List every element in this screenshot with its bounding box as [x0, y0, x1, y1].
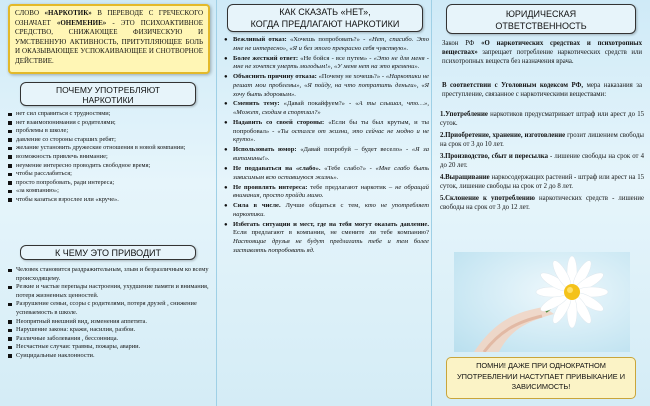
refusal-tip-text: Не проявлять интереса: [233, 183, 311, 191]
refusal-tip-text: «Хочешь попробовать?» - [289, 36, 369, 43]
penalty-text: 1.Употребление [440, 111, 488, 118]
penalties-list [440, 111, 644, 216]
legal-title-line1: ЮРИДИЧЕСКАЯ [505, 9, 577, 19]
penalty-text: 3.Производство, сбыт и пересылка [440, 152, 548, 160]
reasons-list [6, 110, 212, 205]
consequences-title: К ЧЕМУ ЭТО ПРИВОДИТ [54, 248, 162, 258]
penalty-text: грозит лишением свободы на срок от 3 до 10 лет. [440, 131, 644, 148]
reason-item: чтобы казаться взрослее или «круче». [6, 196, 212, 205]
column-legal [432, 0, 650, 406]
consequence-item: Несчастные случаи: травмы, пожары, аварии. [6, 343, 212, 352]
penalty-text: 5.Склонение к употреблению [440, 194, 535, 202]
refusal-tip [223, 165, 429, 182]
reason-item: давление со стороны старших ребят; [6, 136, 212, 145]
refusal-tip-text: Надавить со своей стороны: [233, 119, 329, 127]
definition-text: «НАРКОТИК» [44, 9, 92, 17]
criminal-code-heading [442, 82, 642, 100]
consequence-item: Резкие и частые перепады настроения, ухудшение памяти и внимания, потеря жизненных ценностей. [6, 283, 212, 300]
refusal-tip-text: Сила в числе. [233, 202, 286, 210]
law-intro-text: «О наркотических средствах и психотропных веществах» [442, 40, 642, 56]
refusal-tip [223, 100, 429, 117]
refusal-tip-text: Если предлагают в компании, не смените ли тебе компанию? [233, 229, 429, 237]
definition-text: СЛОВО [15, 9, 45, 17]
penalty-item [440, 111, 644, 129]
refusal-tip-text: Вежливый отказ: [233, 36, 290, 43]
penalty-text: наркотиков предусматривает штраф или арест до 15 суток. [440, 111, 644, 127]
penalty-text: 4.Выращивание [440, 173, 490, 181]
penalty-item [440, 174, 644, 192]
legal-title-line2: ОТВЕТСТВЕННОСТЬ [495, 21, 587, 31]
definition-text: - ЭТО ПСИХОАКТИВНОЕ СРЕДСТВО, СНИЖАЮЩЕЕ ФИЗИЧЕСКУЮ И УМСТВЕННУЮ АКТИВНОСТЬ, ПРИТУПЛЯЮЩЕЕ БОЛЬ И ОКАЗЫВАЮЩЕЕ УСПОКАИВАЮЩЕЕ И СНОТВОРНОЕ ДЕЙСТВИЕ. [15, 18, 203, 65]
consequence-item: Суицидальные наклонности. [6, 352, 212, 361]
refusal-tip-text: «Тебе слабо?» - [324, 164, 376, 172]
penalty-text: наркосодержащих растений - штраф или арест на 15 суток, лишение свободы на срок от 2 до 8 лет. [440, 173, 644, 190]
refusal-tip [223, 184, 429, 201]
refusal-tip [223, 73, 429, 99]
refusal-tip-text: Лучше общаться с тем, [285, 202, 365, 210]
reason-item: возможность привлечь внимание; [6, 153, 212, 162]
refusal-tip [223, 119, 429, 145]
consequence-item: Неопрятный внешний вид, изменения аппетита. [6, 318, 212, 327]
refusal-tip [223, 146, 429, 163]
refusal-tip-text: «Почему не хочешь?» - [318, 73, 386, 81]
law-intro-text: Закон РФ [442, 40, 482, 47]
consequence-item: Различные заболевания , бессонница. [6, 335, 212, 344]
consequence-item: Человек становится раздражительным, злым и безразличным ко всему происходящему. [6, 266, 212, 283]
reason-item: желание установить дружеские отношения в новой компании; [6, 144, 212, 153]
reason-item: неумение интересно проводить свободное время; [6, 162, 212, 171]
say-no-title-line1: КАК СКАЗАТЬ «НЕТ», [279, 7, 371, 17]
refusal-tip-text: «А ты слышал, что…», «Может, сходим в спортзал?» [233, 100, 429, 117]
law-intro-text: запрещает потребление наркотических средств или психотропных веществ без назначения врача. [442, 48, 642, 65]
penalty-text: наркотических средств - лишение свободы на срок от 3 до 12 лет. [440, 194, 644, 211]
refusal-tip-text: кто не употребляет наркотики. [233, 202, 429, 218]
refusal-tip-text: Не поддаваться на «слабо». [233, 164, 325, 172]
penalty-item [440, 195, 644, 213]
why-title: ПОЧЕМУ УПОТРЕБЛЯЮТ НАРКОТИКИ [56, 85, 160, 105]
say-no-title-line2: КОГДА ПРЕДЛАГАЮТ НАРКОТИКИ [250, 18, 400, 29]
penalty-text: 2.Приобретение, хранение, изготовление [440, 131, 566, 139]
refusal-tip [223, 36, 429, 53]
criminal-code-text: мера наказания за преступление, связанное с наркотическими веществами: [442, 82, 642, 98]
penalty-item [440, 132, 644, 150]
say-no-header [227, 4, 423, 32]
consequence-item: Нарушение закона: кражи, насилия, разбои. [6, 326, 212, 335]
refusal-tip-text: «Давай покайфуем?» - [283, 100, 356, 108]
refusal-tip [223, 221, 429, 256]
reason-item: нет сил справиться с трудностями; [6, 110, 212, 119]
definition-text: В ПЕРЕВОДЕ С ГРЕЧЕСКОГО ОЗНАЧАЕТ [15, 9, 203, 27]
penalty-text: - лишение свободы на срок от 4 до 20 лет. [440, 152, 644, 169]
refusal-tip-text: «Это не для меня - мне не хочется умерть молодым!», «У меня нет на это времени». [233, 54, 429, 71]
definition-box [8, 4, 210, 74]
refusal-tip-text: Использовать юмор: [233, 146, 301, 154]
refusal-tip-text: «Я за витамины!». [233, 146, 429, 163]
refusal-tip-text: «Наркотики не решат мои проблемы», «Я пойду, на что потратить деньги», «Я хочу быть здоровым». [233, 73, 429, 98]
refusal-tip-text: Более жесткий ответ: [233, 54, 301, 62]
reason-item: проблемы в школе; [6, 127, 212, 136]
refusal-tip-text: «Давай попробуй – будет весело» - [300, 146, 412, 154]
reason-item: просто попробовать, ради интереса; [6, 179, 212, 188]
refusal-tip-text: «Ты остался от жизни, это сейчас не модно и не круто». [233, 127, 429, 144]
column-how-to-say-no [216, 0, 432, 406]
criminal-code-text: В соответствии с Уголовным кодексом РФ, [442, 82, 584, 89]
why-header [20, 82, 196, 106]
refusal-tip [223, 202, 429, 219]
daisy-flower-icon [454, 252, 630, 352]
refusal-tip-text: «Если бы ты был крутым, и ты попробовал» - [233, 119, 429, 135]
warning-box [446, 357, 636, 399]
refusal-tip-text: не обращай внимания, просто пройди мимо. [233, 183, 429, 200]
reason-item: нет взаимопонимания с родителями; [6, 119, 212, 128]
consequences-list [6, 266, 212, 361]
refusal-tips-list [223, 36, 429, 257]
refusal-tip [223, 55, 429, 72]
law-intro [442, 40, 642, 66]
legal-header [446, 4, 636, 34]
definition-text: «ОНЕМЕНИЕ» [56, 18, 107, 27]
warning-text: ПОМНИ! ДАЖЕ ПРИ ОДНОКРАТНОМ УПОТРЕБЛЕНИИ НАСТУПАЕТ ПРИВЫКАНИЕ И ЗАВИСИМОСТЬ! [456, 361, 626, 391]
penalty-item [440, 153, 644, 171]
consequence-item: Разрушение семьи, ссоры с родителями, потеря друзей , снижение успеваемость в школе. [6, 300, 212, 317]
reason-item: «за компанию»; [6, 187, 212, 196]
column-about-drugs [0, 0, 216, 406]
refusal-tip-text: «Нет, спасибо. Это мне не интересно», «Я и без этого прекрасно себя чувствую». [233, 36, 429, 52]
refusal-tip-text: «Мне слабо быть зависимым всю оставшуюся жизнь». [233, 164, 429, 181]
refusal-tip-text: Настоящие друзья не будут предлагать тебе и тем более заставлять попробовать яд. [233, 238, 429, 254]
refusal-tip-text: Сменить тему: [233, 100, 284, 108]
refusal-tip-text: Объяснить причину отказа: [233, 73, 319, 81]
reason-item: чтобы расслабиться; [6, 170, 212, 179]
consequences-header [20, 245, 196, 260]
refusal-tip-text: Избегать ситуации и мест, где на тебя могут оказать давление. [233, 220, 429, 228]
refusal-tip-text: «Не бойся - все путем» - [300, 54, 374, 62]
refusal-tip-text: тебе предлагают наркотик – [310, 183, 396, 191]
